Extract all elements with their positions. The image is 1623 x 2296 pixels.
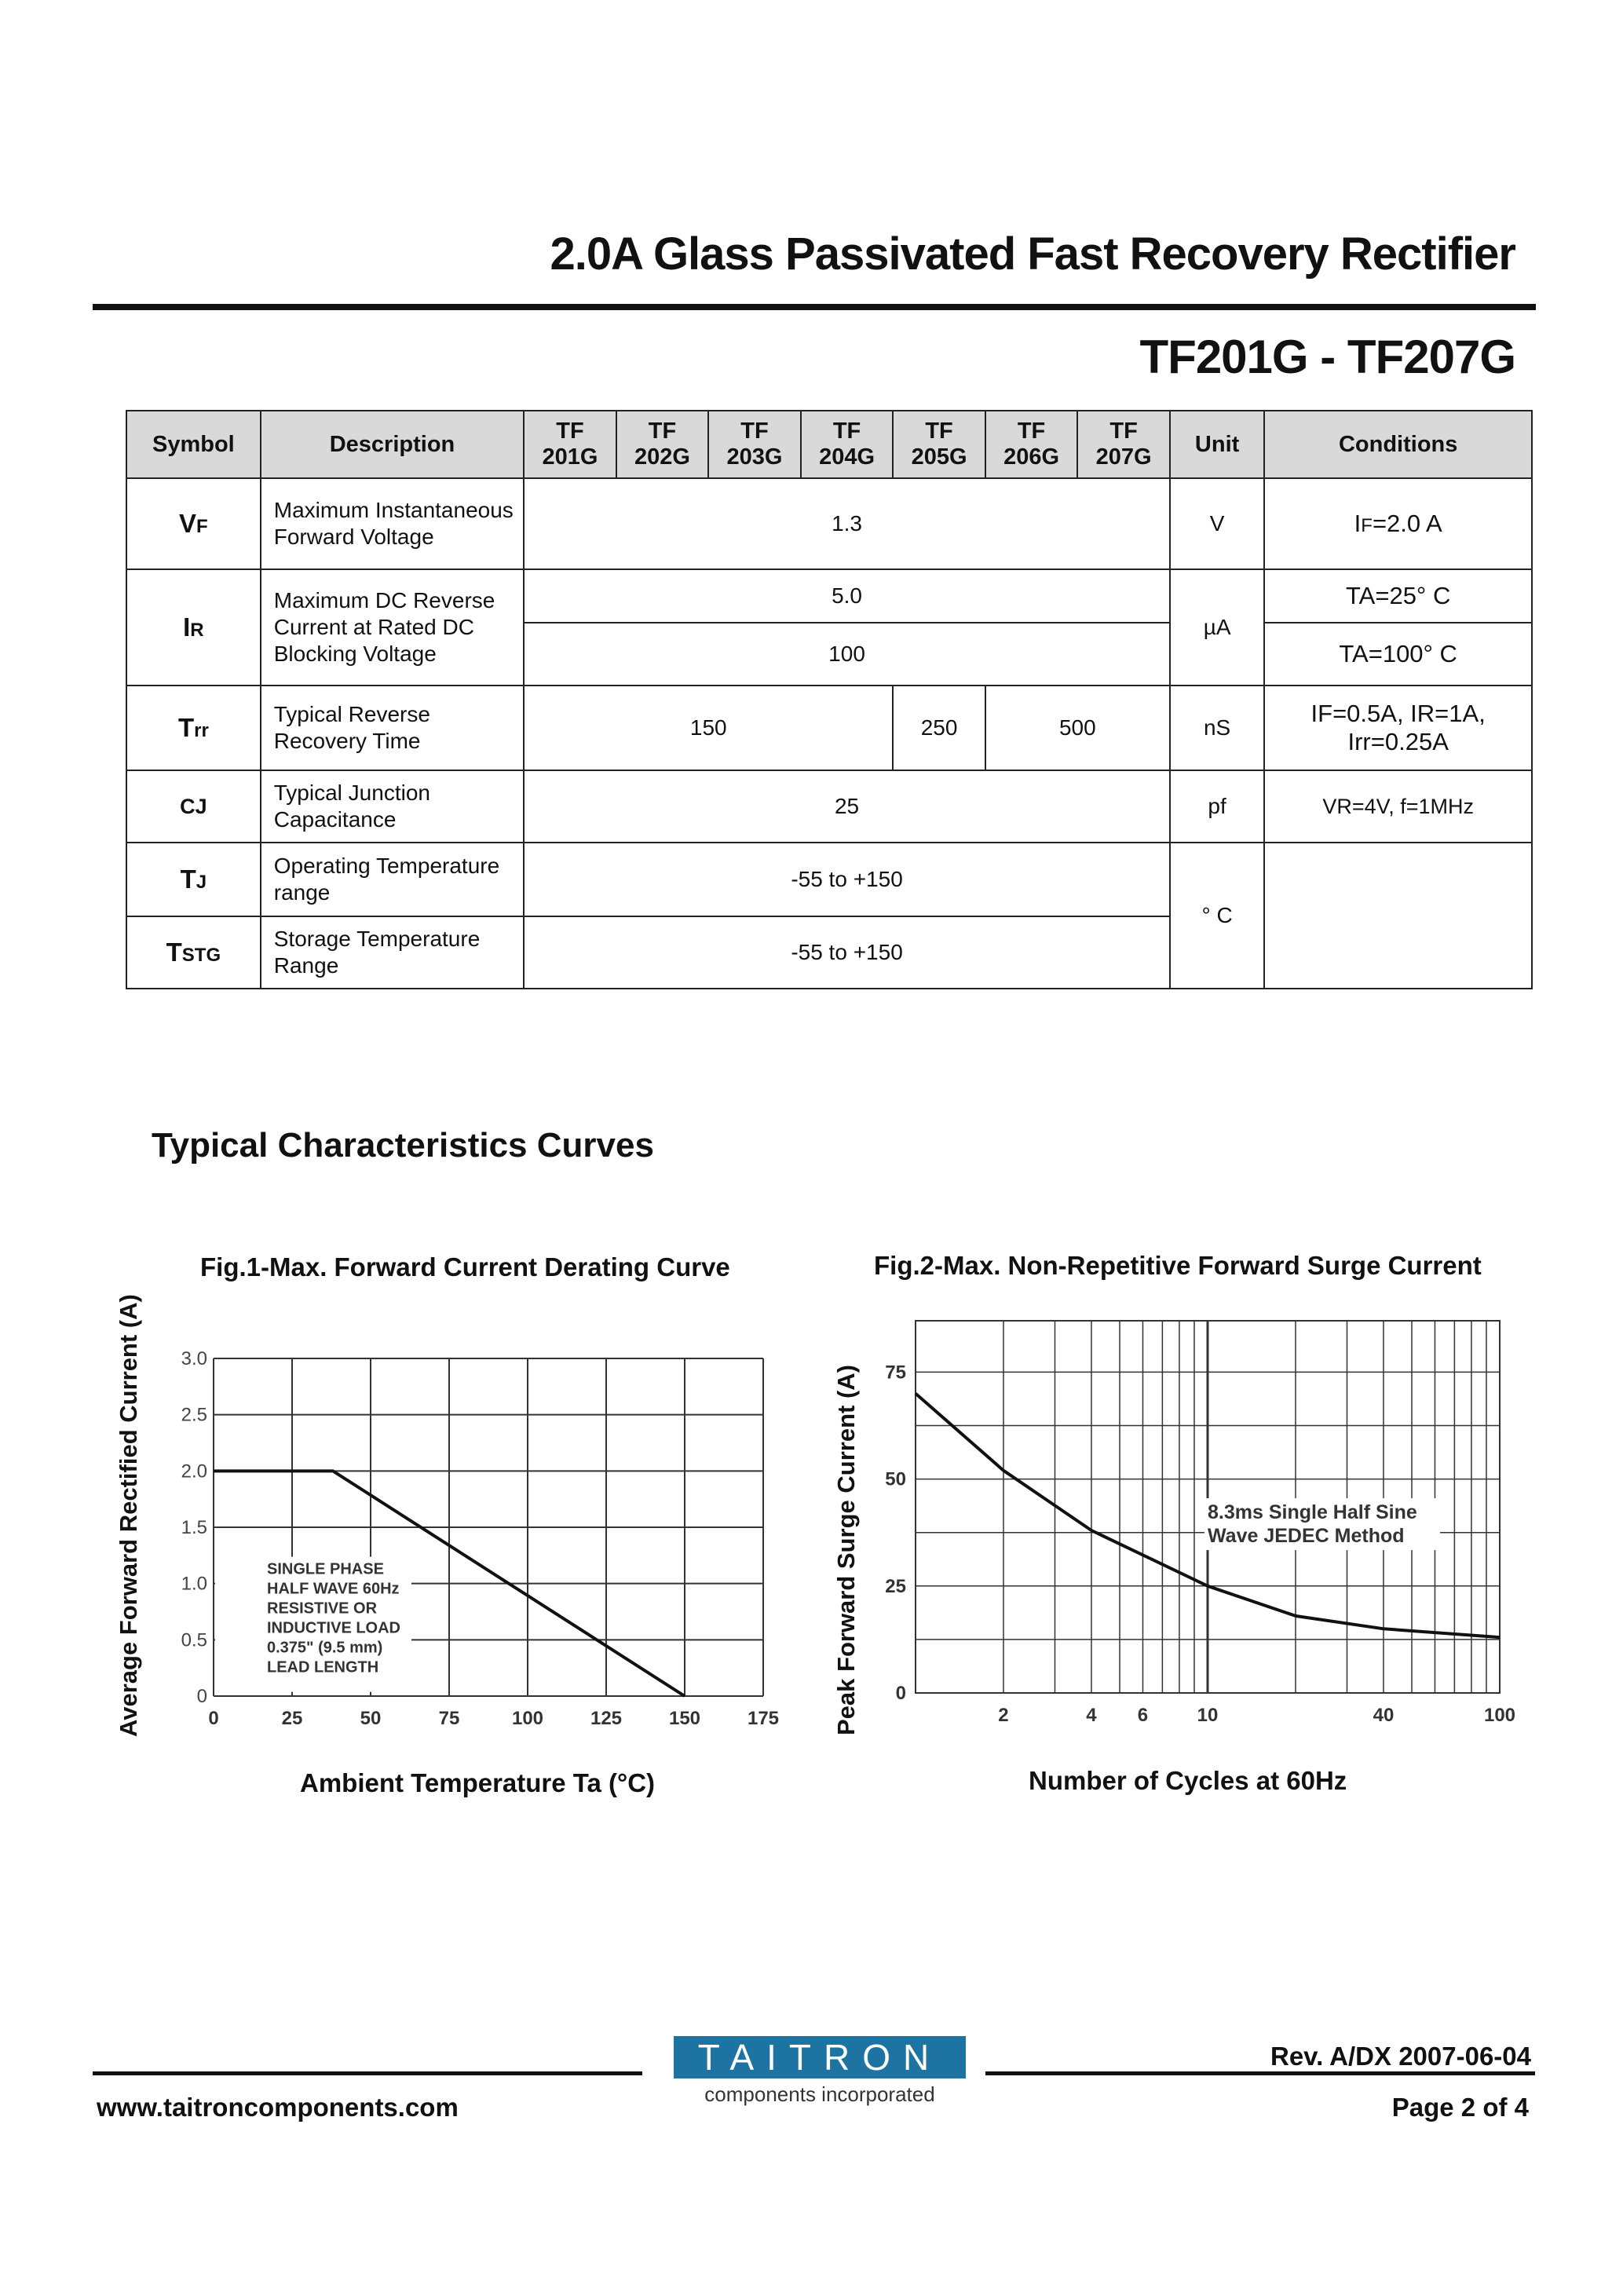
table-row: [126, 478, 1532, 569]
header-part: TF 203G: [708, 411, 801, 478]
x-tick-label: 150: [668, 1708, 701, 1729]
header-unit: Unit: [1170, 411, 1265, 478]
annotation-text: INDUCTIVE LOAD: [267, 1619, 400, 1637]
unit: pf: [1170, 770, 1265, 843]
x-tick-label: 4: [1086, 1705, 1097, 1726]
value: 150: [524, 686, 893, 770]
value: 250: [893, 686, 985, 770]
page-number: Page 2 of 4: [1391, 2093, 1529, 2122]
section-title: Typical Characteristics Curves: [152, 1126, 654, 1164]
company-logo-subtitle: components incorporated: [704, 2082, 935, 2106]
value: 5.0: [524, 569, 1170, 623]
fig2-chart: [864, 1311, 1539, 1735]
x-tick-label: 50: [360, 1708, 382, 1729]
condition: TA=100° C: [1264, 623, 1532, 686]
x-tick-label: 6: [1137, 1705, 1149, 1726]
header-conditions: Conditions: [1264, 411, 1532, 478]
y-tick-label: 2.5: [181, 1404, 207, 1426]
x-tick-label: 100: [511, 1708, 544, 1729]
value: 25: [524, 770, 1170, 843]
company-logo: TAITRON: [674, 2036, 966, 2078]
y-tick-label: 50: [885, 1468, 906, 1490]
unit: µA: [1170, 569, 1265, 686]
fig1-ylabel: Average Forward Rectified Current (A): [115, 1294, 142, 1737]
table-header-row: [126, 411, 1532, 478]
website-link[interactable]: www.taitroncomponents.com: [97, 2093, 459, 2122]
part-number: TF201G - TF207G: [1139, 331, 1515, 383]
description: Storage Temperature Range: [261, 916, 524, 989]
y-tick-label: 0: [196, 1686, 207, 1707]
annotation-text: Wave JEDEC Method: [1208, 1525, 1405, 1548]
page-title: 2.0A Glass Passivated Fast Recovery Rectifier: [550, 229, 1515, 280]
annotation-text: 0.375" (9.5 mm): [267, 1639, 383, 1657]
x-tick-label: 40: [1373, 1705, 1395, 1726]
x-tick-label: 175: [747, 1708, 780, 1729]
x-tick-label: 2: [998, 1705, 1009, 1726]
condition: TA=25° C: [1264, 569, 1532, 623]
x-tick-label: 0: [208, 1708, 219, 1729]
unit: ° C: [1170, 843, 1265, 989]
value: 500: [985, 686, 1170, 770]
header-part: TF 205G: [893, 411, 985, 478]
header-part: TF 202G: [616, 411, 709, 478]
y-tick-label: 75: [885, 1362, 906, 1384]
description: Maximum Instantaneous Forward Voltage: [261, 478, 524, 569]
fig2-title: Fig.2-Max. Non-Repetitive Forward Surge Current: [874, 1251, 1482, 1280]
condition: IF=0.5A, IR=1A, Irr=0.25A: [1264, 686, 1532, 770]
x-tick-label: 25: [281, 1708, 303, 1729]
unit: nS: [1170, 686, 1265, 770]
x-tick-label: 125: [590, 1708, 623, 1729]
x-tick-label: 100: [1483, 1705, 1516, 1726]
value: 1.3: [524, 478, 1170, 569]
fig1-chart: [157, 1327, 801, 1735]
y-tick-label: 1.5: [181, 1517, 207, 1538]
footer-rule-right: [985, 2071, 1535, 2075]
description: Maximum DC Reverse Current at Rated DC Blocking Voltage: [261, 569, 524, 686]
description: Typical Reverse Recovery Time: [261, 686, 524, 770]
symbol-trr: Trr: [126, 686, 261, 770]
fig2-ylabel: Peak Forward Surge Current (A): [832, 1365, 860, 1735]
y-tick-label: 0: [895, 1683, 906, 1704]
symbol-cj: CJ: [126, 770, 261, 843]
annotation-text: SINGLE PHASE: [267, 1560, 384, 1578]
table-row: [126, 569, 1532, 623]
symbol-vf: VF: [126, 478, 261, 569]
y-tick-label: 2.0: [181, 1461, 207, 1483]
header-part: TF 206G: [985, 411, 1078, 478]
annotation-text: 8.3ms Single Half Sine: [1208, 1501, 1417, 1524]
value: -55 to +150: [524, 843, 1170, 916]
table-row: [126, 770, 1532, 843]
value: 100: [524, 623, 1170, 686]
unit: V: [1170, 478, 1265, 569]
value: -55 to +150: [524, 916, 1170, 989]
revision: Rev. A/DX 2007-06-04: [1270, 2042, 1531, 2071]
description: Typical Junction Capacitance: [261, 770, 524, 843]
header-part: TF 201G: [524, 411, 616, 478]
condition: IF=2.0 A: [1264, 478, 1532, 569]
description: Operating Temperature range: [261, 843, 524, 916]
table-row: [126, 686, 1532, 770]
condition: VR=4V, f=1MHz: [1264, 770, 1532, 843]
annotation-text: RESISTIVE OR: [267, 1600, 378, 1618]
x-tick-label: 10: [1197, 1705, 1219, 1726]
symbol-ir: IR: [126, 569, 261, 686]
spec-table: [126, 410, 1533, 989]
header-description: Description: [261, 411, 524, 478]
header-part: TF 207G: [1077, 411, 1170, 478]
condition-empty: [1264, 843, 1532, 989]
fig1-title: Fig.1-Max. Forward Current Derating Curve: [200, 1252, 730, 1281]
y-tick-label: 25: [885, 1575, 906, 1597]
annotation-text: HALF WAVE 60Hz: [267, 1580, 400, 1598]
header-part: TF 204G: [801, 411, 894, 478]
x-tick-label: 75: [438, 1708, 460, 1729]
footer-rule-left: [93, 2071, 642, 2075]
table-row: [126, 843, 1532, 916]
symbol-tj: TJ: [126, 843, 261, 916]
fig2-xlabel: Number of Cycles at 60Hz: [1029, 1766, 1347, 1795]
y-tick-label: 0.5: [181, 1629, 207, 1651]
annotation-text: LEAD LENGTH: [267, 1658, 379, 1676]
header-rule: [93, 304, 1536, 310]
y-tick-label: 1.0: [181, 1573, 207, 1595]
fig1-xlabel: Ambient Temperature Ta (°C): [300, 1768, 656, 1797]
symbol-tstg: TSTG: [126, 916, 261, 989]
header-symbol: Symbol: [126, 411, 261, 478]
y-tick-label: 3.0: [181, 1348, 207, 1369]
